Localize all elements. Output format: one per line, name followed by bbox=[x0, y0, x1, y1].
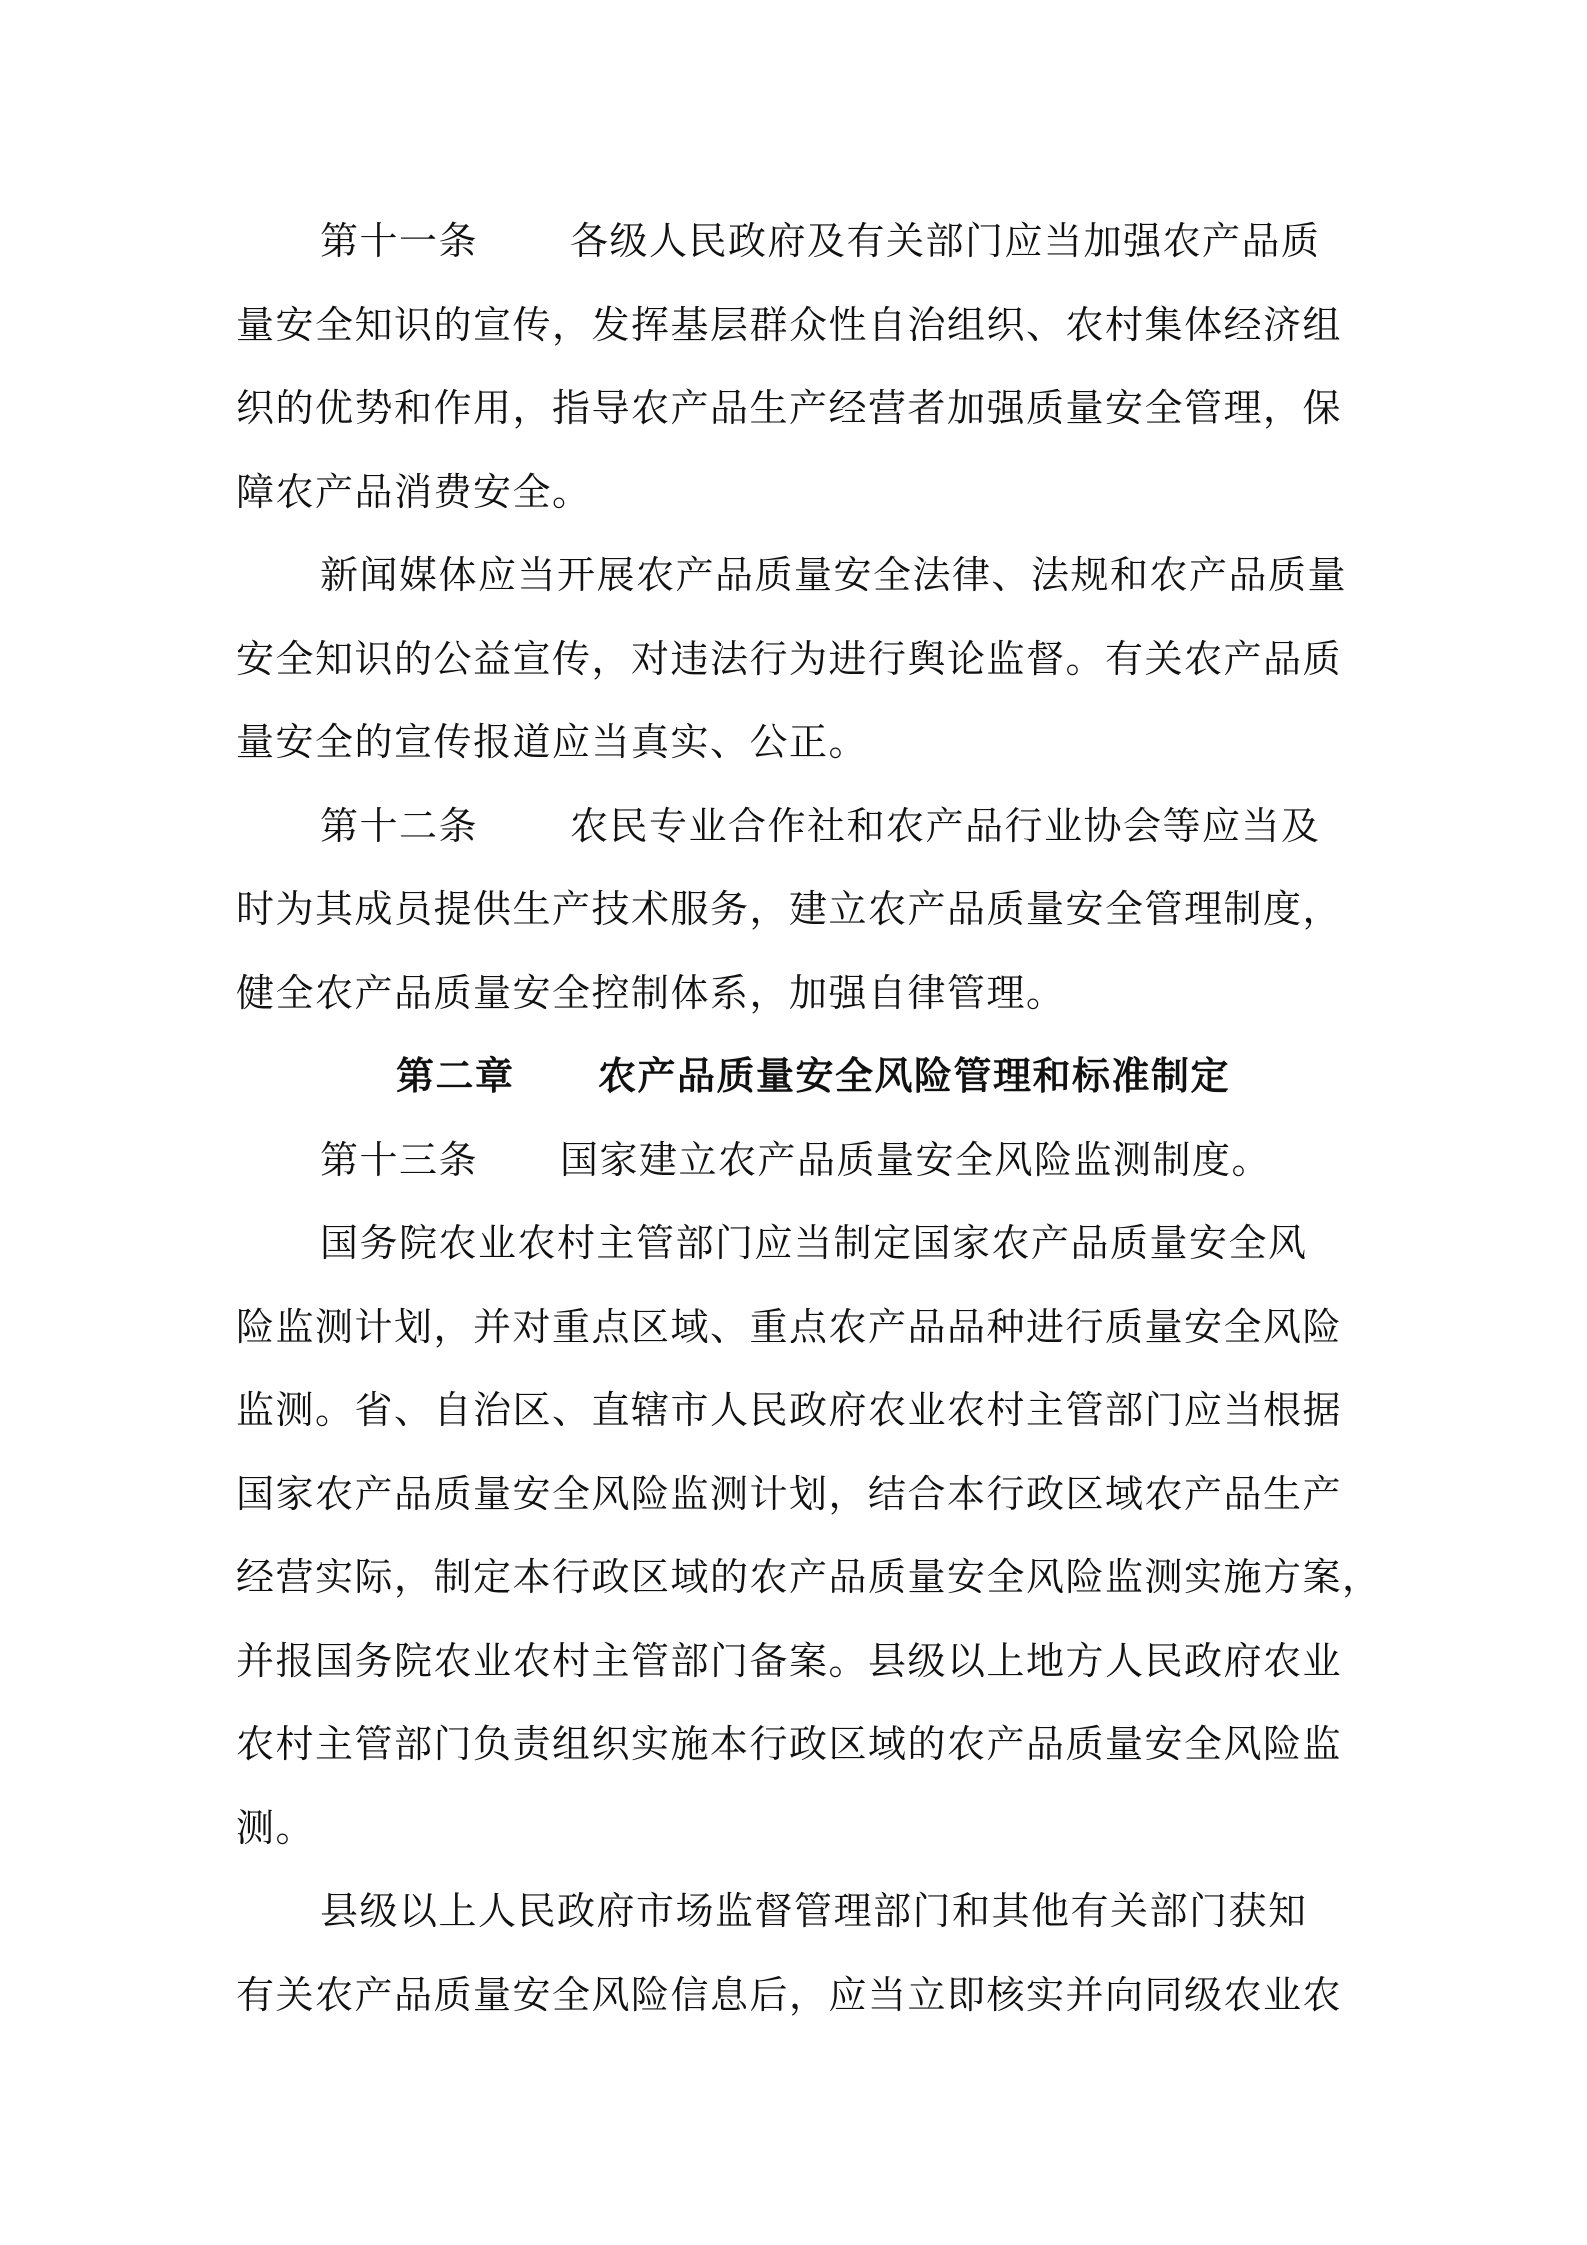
article-11-text: 各级人民政府及有关部门应当加强农产品质 bbox=[570, 219, 1321, 263]
article-13-para2-line-4: 国家农产品质量安全风险监测计划，结合本行政区域农产品生产 bbox=[236, 1471, 1343, 1516]
chapter-2-title: 农产品质量安全风险管理和标准制定 bbox=[598, 1054, 1231, 1098]
article-11-line-1 bbox=[236, 200, 1356, 284]
article-12-line-2: 时为其成员提供生产技术服务，建立农产品质量安全管理制度， bbox=[236, 887, 1343, 931]
article-13-para2-line-5: 经营实际，制定本行政区域的农产品质量安全风险监测实施方案， bbox=[236, 1555, 1382, 1599]
article-12-line-1 bbox=[236, 785, 1356, 869]
article-13-line-1 bbox=[236, 1119, 1356, 1203]
document-body bbox=[236, 200, 1382, 2037]
article-13-para2-line-3: 监测。省、自治区、直辖市人民政府农业农村主管部门应当根据 bbox=[236, 1388, 1343, 1432]
article-13-para2-line-6: 并报国务院农业农村主管部门备案。县级以上地方人民政府农业 bbox=[236, 1638, 1343, 1683]
article-13-para2-line-1: 国务院农业农村主管部门应当制定国家农产品质量安全风 bbox=[320, 1221, 1308, 1265]
article-12-number: 第十二条 bbox=[320, 803, 479, 848]
article-13-para2-line-2: 险监测计划，并对重点区域、重点农产品品种进行质量安全风险 bbox=[236, 1304, 1343, 1349]
article-11-line-2: 量安全知识的宣传，发挥基层群众性自治组织、农村集体经济组 bbox=[236, 302, 1343, 347]
chapter-2-heading bbox=[236, 1035, 1356, 1119]
article-11-line-3: 织的优势和作用，指导农产品生产经营者加强质量安全管理，保 bbox=[236, 386, 1343, 430]
article-11-para2-line-1: 新闻媒体应当开展农产品质量安全法律、法规和农产品质量 bbox=[320, 553, 1348, 597]
article-12-line-3: 健全农产品质量安全控制体系，加强自律管理。 bbox=[236, 970, 1066, 1015]
chapter-2-number: 第二章 bbox=[396, 1054, 515, 1098]
article-13-text: 国家建立农产品质量安全风险监测制度。 bbox=[560, 1137, 1272, 1182]
article-11-para2-line-3: 量安全的宣传报道应当真实、公正。 bbox=[236, 720, 869, 764]
article-13-para3-line-2: 有关农产品质量安全风险信息后，应当立即核实并向同级农业农 bbox=[236, 1972, 1343, 2017]
article-13-para2-line-8: 测。 bbox=[236, 1805, 316, 1850]
article-13-number: 第十三条 bbox=[320, 1137, 479, 1182]
article-11-para2-line-2: 安全知识的公益宣传，对违法行为进行舆论监督。有关农产品质 bbox=[236, 636, 1343, 681]
article-11-number: 第十一条 bbox=[320, 219, 479, 263]
article-13-para3-line-1: 县级以上人民政府市场监督管理部门和其他有关部门获知 bbox=[320, 1889, 1308, 1933]
article-13-para2-line-7: 农村主管部门负责组织实施本行政区域的农产品质量安全风险监 bbox=[236, 1722, 1343, 1766]
article-12-text: 农民专业合作社和农产品行业协会等应当及 bbox=[570, 803, 1321, 848]
article-11-line-4: 障农产品消费安全。 bbox=[236, 469, 592, 514]
